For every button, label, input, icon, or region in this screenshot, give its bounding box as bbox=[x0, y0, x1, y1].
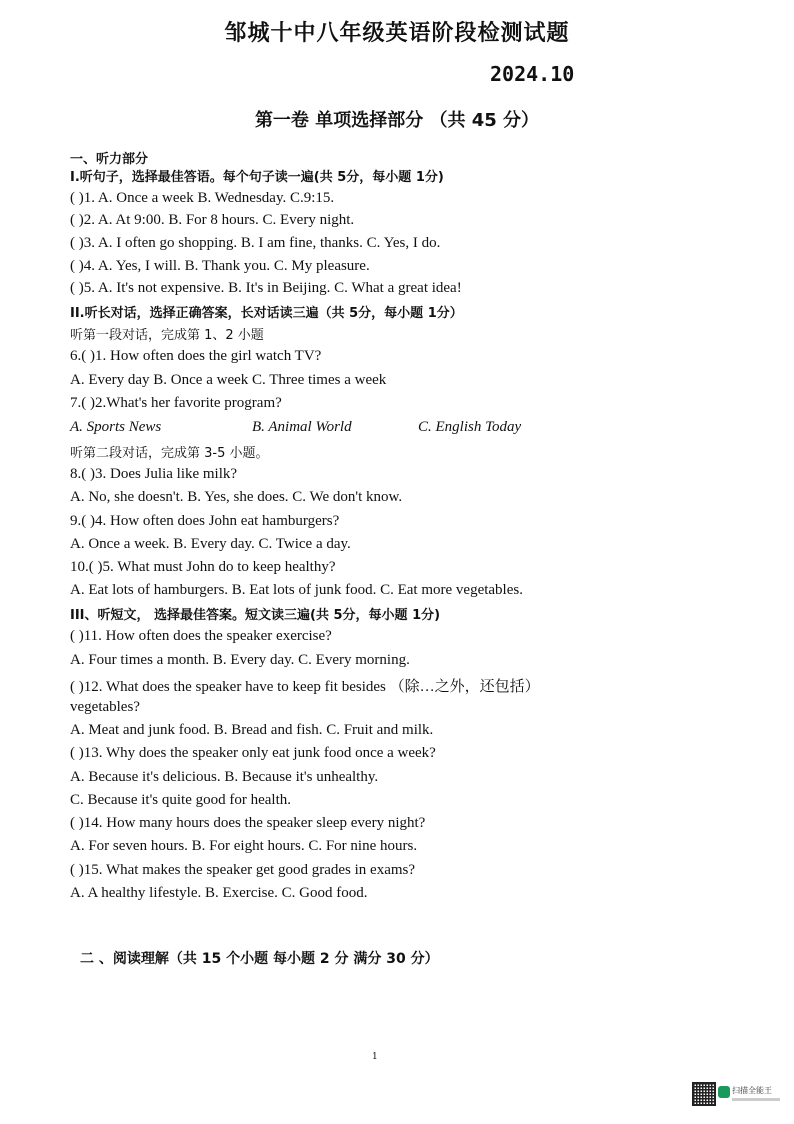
camscanner-logo-icon bbox=[718, 1086, 730, 1098]
question-12-continued: vegetables? bbox=[70, 699, 140, 715]
question-10: 10.( )5. What must John do to keep healthy? bbox=[70, 559, 336, 575]
question-5: ( )5. A. It's not expensive. B. It's in Beijing. C. What a great idea! bbox=[70, 280, 462, 296]
sub1-heading: I.听句子，选择最佳答语。每个句子读一遍(共 5分，每小题 1分) bbox=[70, 170, 444, 185]
question-14: ( )14. How many hours does the speaker sleep every night? bbox=[70, 815, 426, 831]
reading-heading: 二 、阅读理解（共 15 个小题 每小题 2 分 满分 30 分） bbox=[80, 951, 439, 967]
question-13-option-c: C. Because it's quite good for health. bbox=[70, 792, 291, 808]
question-15-options: A. A healthy lifestyle. B. Exercise. C. Good food. bbox=[70, 885, 368, 901]
listening-heading: 一、听力部分 bbox=[70, 152, 149, 167]
question-13-options-ab: A. Because it's delicious. B. Because it's unhealthy. bbox=[70, 769, 379, 785]
exam-title: 邹城十中八年级英语阶段检测试题 bbox=[224, 21, 570, 46]
exam-date: 2024.10 bbox=[490, 62, 575, 86]
question-6-options: A. Every day B. Once a week C. Three times a week bbox=[70, 372, 387, 388]
scanner-subline bbox=[732, 1098, 780, 1101]
question-9-options: A. Once a week. B. Every day. C. Twice a day. bbox=[70, 536, 351, 552]
question-11: ( )11. How often does the speaker exercise? bbox=[70, 628, 332, 644]
part-one-title: 第一卷 单项选择部分 （共 45 分） bbox=[254, 110, 540, 131]
question-13: ( )13. Why does the speaker only eat junk food once a week? bbox=[70, 745, 436, 761]
question-10-options: A. Eat lots of hamburgers. B. Eat lots of junk food. C. Eat more vegetables. bbox=[70, 582, 523, 598]
sub2-heading: II.听长对话，选择正确答案，长对话读三遍（共 5分，每小题 1分） bbox=[70, 306, 463, 321]
question-7-option-b: B. Animal World bbox=[252, 419, 352, 435]
question-7: 7.( )2.What's her favorite program? bbox=[70, 395, 282, 411]
question-3: ( )3. A. I often go shopping. B. I am fine, thanks. C. Yes, I do. bbox=[70, 235, 441, 251]
question-11-options: A. Four times a month. B. Every day. C. Every morning. bbox=[70, 652, 410, 668]
question-7-option-a: A. Sports News bbox=[70, 419, 162, 435]
question-4: ( )4. A. Yes, I will. B. Thank you. C. My pleasure. bbox=[70, 258, 370, 274]
question-12: ( )12. What does the speaker have to keep fit besides （除…之外，还包括） bbox=[70, 679, 540, 695]
sub3-heading: III、听短文， 选择最佳答案。短文读三遍(共 5分，每小题 1分) bbox=[70, 608, 441, 623]
dialog-2-note: 听第二段对话，完成第 3-5 小题。 bbox=[70, 446, 269, 461]
scanner-watermark bbox=[692, 1080, 784, 1110]
question-14-options: A. For seven hours. B. For eight hours. C. For nine hours. bbox=[70, 838, 418, 854]
question-9: 9.( )4. How often does John eat hamburgers? bbox=[70, 513, 340, 529]
page-mark: 1 bbox=[372, 1052, 378, 1062]
qr-code-icon bbox=[692, 1082, 716, 1106]
question-1: ( )1. A. Once a week B. Wednesday. C.9:15. bbox=[70, 190, 335, 206]
question-6: 6.( )1. How often does the girl watch TV? bbox=[70, 348, 322, 364]
question-8: 8.( )3. Does Julia like milk? bbox=[70, 466, 238, 482]
dialog-1-note: 听第一段对话，完成第 1、2 小题 bbox=[70, 328, 264, 343]
question-12-options: A. Meat and junk food. B. Bread and fish. C. Fruit and milk. bbox=[70, 722, 434, 738]
question-15: ( )15. What makes the speaker get good grades in exams? bbox=[70, 862, 416, 878]
scanner-label: 扫描全能王 bbox=[732, 1086, 772, 1095]
question-8-options: A. No, she doesn't. B. Yes, she does. C. We don't know. bbox=[70, 489, 403, 505]
question-7-option-c: C. English Today bbox=[418, 419, 522, 435]
question-2: ( )2. A. At 9:00. B. For 8 hours. C. Every night. bbox=[70, 212, 355, 228]
